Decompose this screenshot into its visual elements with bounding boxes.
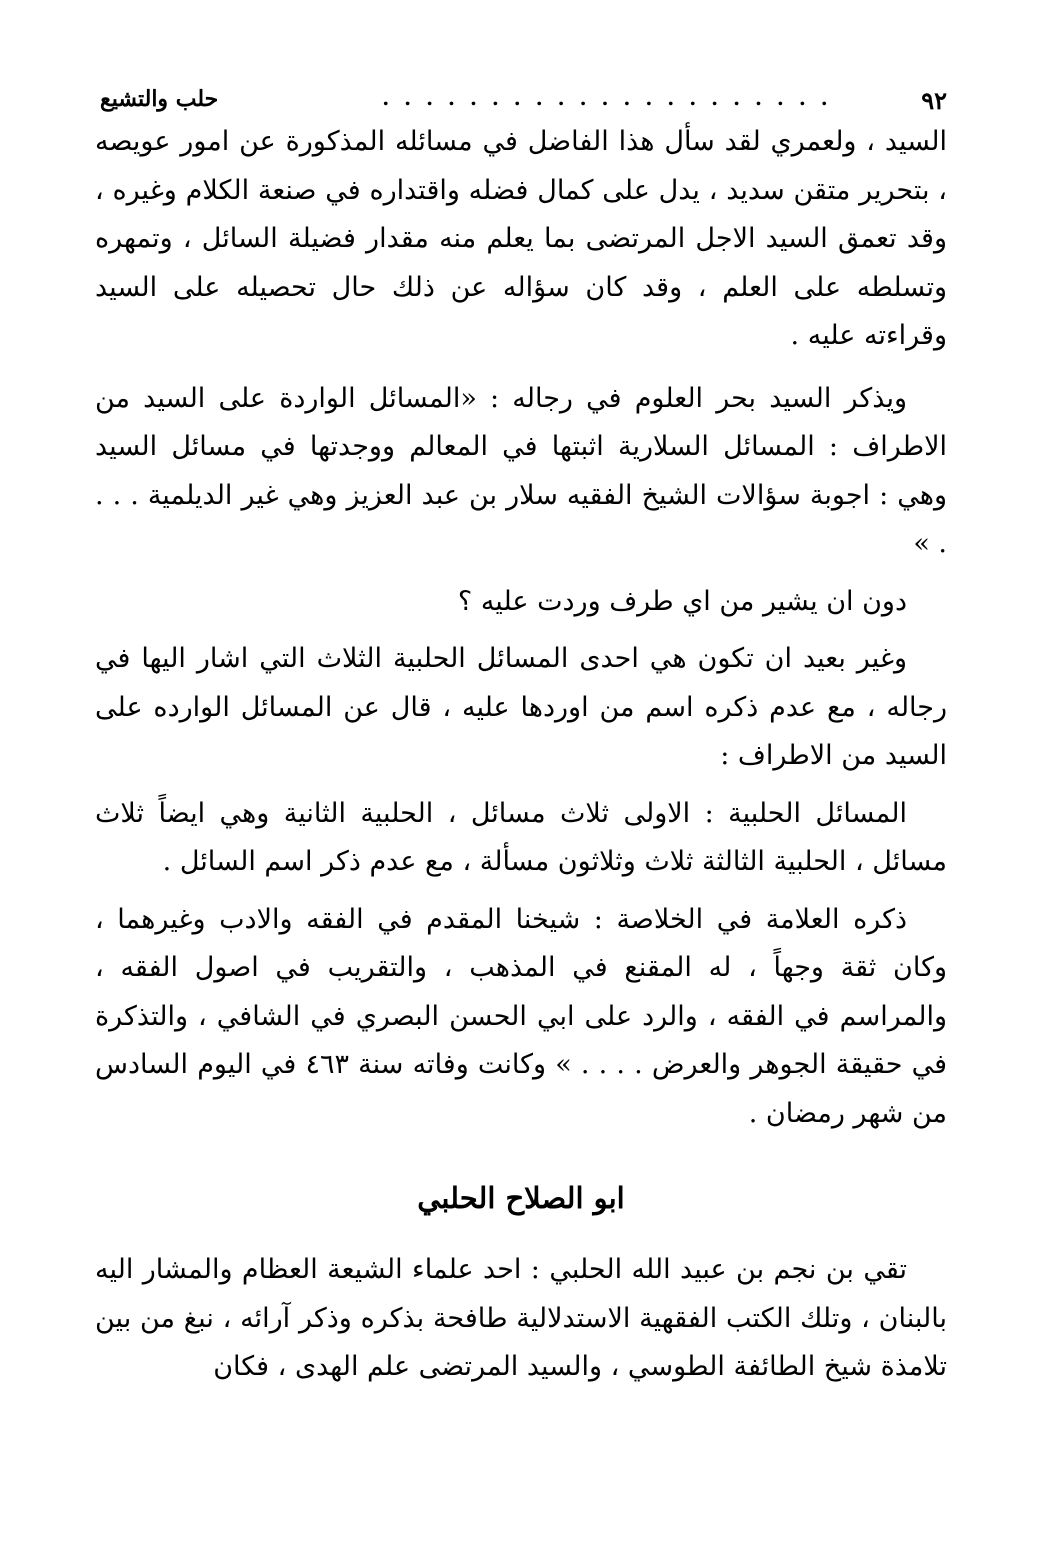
section-heading: ابو الصلاح الحلبي [417, 1181, 625, 1215]
paragraph-question: دون ان يشير من اي طرف وردت عليه ؟ [457, 585, 907, 617]
leader-dots: . . . . . . . . . . . . . . . . . . . . . [382, 86, 832, 110]
book-page [95, 78, 947, 1392]
paragraph-halabi-list: المسائل الحلبية : الاولى ثلاث مسائل ، الحلبية الثانية وهي ايضاً ثلاث مسائل ، الحلبية الثالثة ثلاث وثلاثون مسألة ، مع عدم ذكر اسم السائل . [95, 797, 947, 877]
paragraph-allama-khulasa: ذكره العلامة في الخلاصة : شيخنا المقدم في الفقه والادب وغيرهما ، وكان ثقة وجهاً ، له المقنع في المذهب ، والتقريب في اصول الفقه ، والمراسم في الفقه ، والرد على ابي الحسن البصري في الشافي ، والتذكرة في حقيقة الجوهر والعرض . . . . » وكانت وفاته سنة ٤٦٣ في اليوم السادس من شهر رمضان . [95, 903, 947, 1129]
paragraph-continuation: السيد ، ولعمري لقد سأل هذا الفاضل في مسائله المذكورة عن امور عويصه ، بتحرير متقن سديد ، يدل على كمال فضله واقتداره في صنعة الكلام وغيره ، وقد تعمق السيد الاجل المرتضى بما يعلم منه مقدار فضيلة السائل ، وتمهره وتسلطه على العلم ، وقد كان سؤاله عن ذلك حال تحصيله على السيد وقراءته عليه . [95, 126, 947, 351]
paragraph-abu-salah: تقي بن نجم بن عبيد الله الحلبي : احد علماء الشيعة العظام والمشار اليه بالبنان ، وتلك الكتب الفقهية الاستدلالية طافحة بذكره وذكر آرائه ، نبغ من بين تلامذة شيخ الطائفة الطوسي ، والسيد المرتضى علم الهدى ، فكان [95, 1254, 947, 1382]
paragraph-halabi-questions: وغير بعيد ان تكون هي احدى المسائل الحلبية الثلاث التي اشار اليها في رجاله ، مع عدم ذكره اسم من اوردها عليه ، قال عن المسائل الوارده على السيد من الاطراف : [95, 643, 947, 771]
running-header [95, 78, 947, 118]
page-number: ٩٢ [921, 86, 947, 115]
running-title: حلب والتشيع [100, 86, 219, 112]
paragraph-bahr-al-ulum-quote: ويذكر السيد بحر العلوم في رجاله : «المسائل الواردة على السيد من الاطراف : المسائل السلارية اثبتها في المعالم ووجدتها في مسائل السيد وهي : اجوبة سؤالات الشيخ الفقيه سلار بن عبد العزيز وهي غير الديلمية . . . . » [95, 382, 947, 559]
